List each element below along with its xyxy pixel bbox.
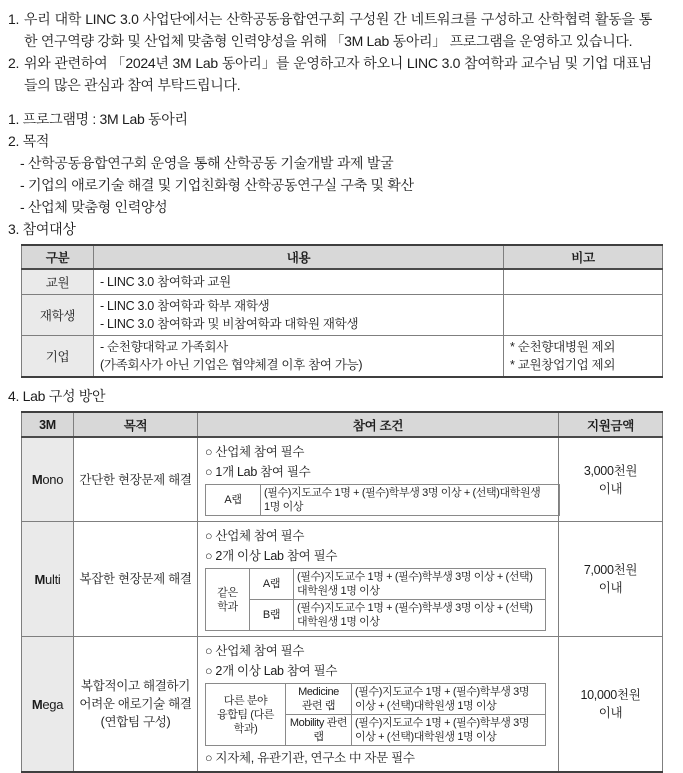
- content-line: - LINC 3.0 참여학과 학부 재학생: [100, 298, 270, 313]
- participants-table: [21, 244, 663, 378]
- lab-cell: A랩: [206, 485, 261, 516]
- table-header-row: [22, 245, 663, 269]
- column-header: 목적: [74, 412, 198, 437]
- content-line: (가족회사가 아닌 기업은 협약체결 이후 참여 가능): [100, 357, 363, 372]
- table-row-mega: [22, 637, 663, 773]
- table-row-mono: [22, 437, 663, 522]
- lab-type-label: Multi: [22, 522, 74, 637]
- row-label: 재학생: [22, 294, 94, 335]
- lab-conditions: [198, 637, 559, 773]
- condition-line: ○ 산업체 참여 필수: [205, 529, 305, 543]
- group-cell: 같은 학과: [206, 569, 250, 631]
- table-row-multi: [22, 522, 663, 637]
- column-header: 참여 조건: [198, 412, 559, 437]
- lab-detail-table: [205, 683, 546, 746]
- lab-conditions: [198, 522, 559, 637]
- support-amount: 7,000천원 이내: [559, 522, 663, 637]
- lab-cell: Mobility 관련 랩: [286, 715, 352, 746]
- detail-row: [206, 569, 546, 600]
- support-amount: 10,000천원 이내: [559, 637, 663, 773]
- row-note: [504, 294, 663, 335]
- row-label: 기업: [22, 335, 94, 377]
- row-label: 교원: [22, 269, 94, 294]
- member-requirements: (필수)지도교수 1명 + (필수)학부생 3명 이상 + (선택)대학원생 1명 이상: [294, 569, 546, 600]
- lab-type-label: Mono: [22, 437, 74, 522]
- group-cell: 다른 분야 융합팀 (다른 학과): [206, 684, 286, 746]
- member-requirements: (필수)지도교수 1명 + (필수)학부생 3명 이상 + (선택)대학원생 1명 이상: [294, 600, 546, 631]
- note-line: * 교원창업기업 제외: [510, 357, 616, 372]
- participants-heading: 3. 참여대상: [8, 221, 76, 237]
- member-requirements: (필수)지도교수 1명 + (필수)학부생 3명 이상 + (선택)대학원생 1명 이상: [352, 715, 546, 746]
- lab-detail-table: [205, 484, 560, 516]
- spacer: [8, 96, 677, 108]
- row-content: [94, 294, 504, 335]
- condition-line: ○ 2개 이상 Lab 참여 필수: [205, 549, 338, 563]
- content-line: - LINC 3.0 참여학과 교원: [100, 274, 231, 289]
- lab-detail-table: [205, 568, 546, 631]
- table-row: [22, 294, 663, 335]
- column-header: 비고: [504, 245, 663, 269]
- column-header: 구분: [22, 245, 94, 269]
- purpose-item: - 산업체 맞춤형 인력양성: [20, 199, 168, 215]
- content-line: - 순천향대학교 가족회사: [100, 339, 228, 354]
- lab-cell: Medicine 관련 랩: [286, 684, 352, 715]
- intro-block: [8, 8, 677, 96]
- lab-plan-heading: 4. Lab 구성 방안: [8, 388, 106, 404]
- lab-type-label: Mega: [22, 637, 74, 773]
- condition-line: ○ 산업체 참여 필수: [205, 644, 305, 658]
- detail-row: [206, 684, 546, 715]
- lab-composition-table: [21, 411, 663, 773]
- column-header: 지원금액: [559, 412, 663, 437]
- column-header: 3M: [22, 412, 74, 437]
- row-note: [504, 335, 663, 377]
- column-header: 내용: [94, 245, 504, 269]
- program-name-line: 1. 프로그램명 : 3M Lab 동아리: [8, 111, 188, 127]
- table-row: [22, 269, 663, 294]
- member-requirements: (필수)지도교수 1명 + (필수)학부생 3명 이상 + (선택)대학원생 1명 이상: [261, 485, 560, 516]
- detail-row: [206, 485, 560, 516]
- intro-paragraph-1: [8, 8, 652, 52]
- paragraph-text: 위와 관련하여 「2024년 3M Lab 동아리」를 운영하고자 하오니 LINC 3.0 참여학과 교수님 및 기업 대표님들의 많은 관심과 참여 부탁드립니다.: [24, 55, 652, 93]
- purpose-item: - 산학공동융합연구회 운영을 통해 산학공동 기술개발 과제 발굴: [20, 155, 394, 171]
- paragraph-text: 우리 대학 LINC 3.0 사업단에서는 산학공동융합연구회 구성원 간 네트워크를 구성하고 산학협력 활동을 통한 연구역량 강화 및 산업체 맞춤형 인력양성을 위해 「3M Lab 동아리」 프로그램을 운영하고 있습니다.: [24, 11, 652, 49]
- detail-row: [206, 600, 546, 631]
- purpose-item: - 기업의 애로기술 해결 및 기업친화형 산학공동연구실 구축 및 확산: [20, 177, 414, 193]
- row-content: [94, 269, 504, 294]
- condition-line: ○ 1개 Lab 참여 필수: [205, 465, 311, 479]
- list-number: 1.: [8, 11, 20, 27]
- condition-line: ○ 지자체, 유관기관, 연구소 中 자문 필수: [205, 751, 415, 765]
- lab-purpose: 복합적이고 해결하기 어려운 애로기술 해결 (연합팀 구성): [74, 637, 198, 773]
- intro-paragraph-2: [8, 52, 652, 96]
- member-requirements: (필수)지도교수 1명 + (필수)학부생 3명 이상 + (선택)대학원생 1명 이상: [352, 684, 546, 715]
- lab-cell: A랩: [250, 569, 294, 600]
- lab-purpose: 간단한 현장문제 해결: [74, 437, 198, 522]
- support-amount: 3,000천원 이내: [559, 437, 663, 522]
- row-note: [504, 269, 663, 294]
- purpose-heading: 2. 목적: [8, 133, 50, 149]
- lab-conditions: [198, 437, 559, 522]
- table-row: [22, 335, 663, 377]
- content-line: - LINC 3.0 참여학과 및 비참여학과 대학원 재학생: [100, 316, 359, 331]
- note-line: * 순천향대병원 제외: [510, 339, 616, 354]
- condition-line: ○ 산업체 참여 필수: [205, 445, 305, 459]
- row-content: [94, 335, 504, 377]
- lab-cell: B랩: [250, 600, 294, 631]
- table-header-row: [22, 412, 663, 437]
- list-number: 2.: [8, 55, 20, 71]
- lab-purpose: 복잡한 현장문제 해결: [74, 522, 198, 637]
- condition-line: ○ 2개 이상 Lab 참여 필수: [205, 664, 338, 678]
